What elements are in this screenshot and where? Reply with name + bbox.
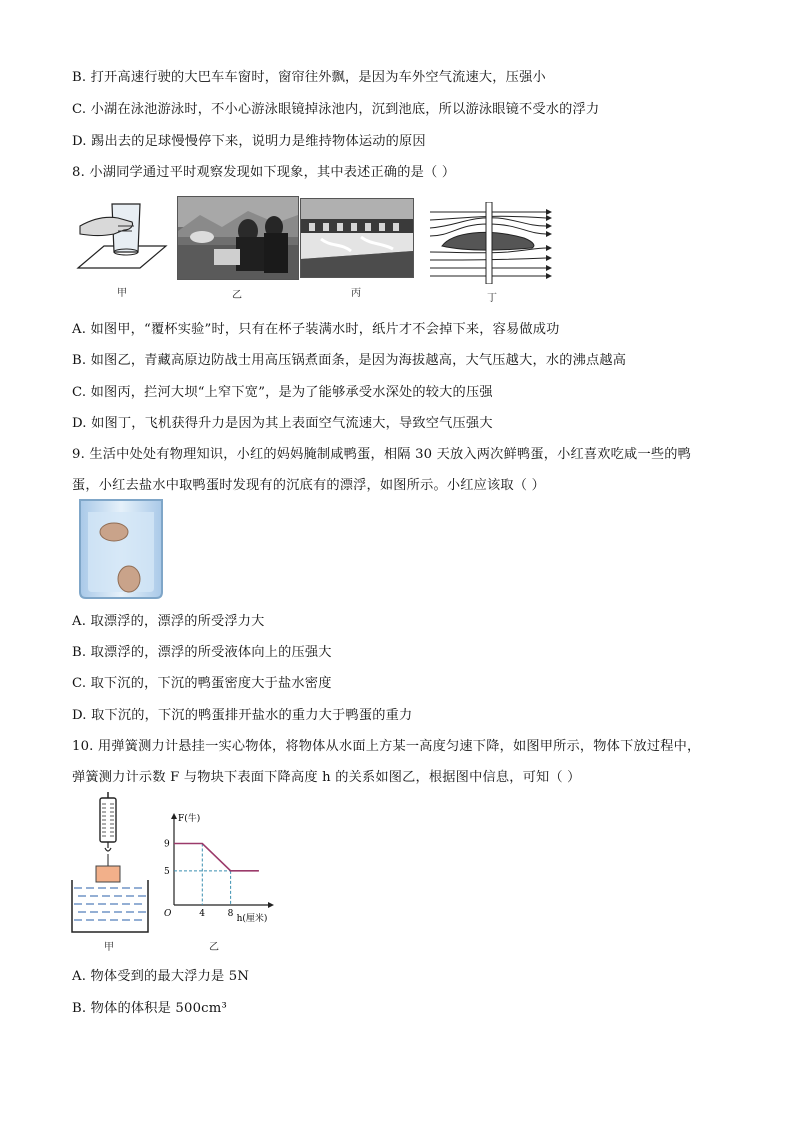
q8-caption-yi: 乙 [232,290,242,301]
q8-option-c: C. 如图丙，拦河大坝“上窄下宽”，是为了能够承受水深处的较大的压强 [72,385,493,400]
floating-egg [100,523,128,541]
sunken-egg [118,566,140,592]
q10-caption-jia: 甲 [104,942,114,953]
q9-option-d: D. 取下沉的，下沉的鸭蛋排开盐水的重力大于鸭蛋的重力 [72,708,413,723]
q8-caption-jia: 甲 [117,288,127,299]
y-axis-label: F(牛) [178,814,201,824]
x-axis-label: h(厘米) [236,914,268,924]
q10-option-b: B. 物体的体积是 500cm³ [72,1001,227,1016]
solid-block [96,866,120,882]
q9-stem-line1: 9. 生活中处处有物理知识，小红的妈妈腌制咸鸭蛋，相隔 30 天放入两次鲜鸭蛋，小红喜欢吃咸一些的鸭 [72,447,691,462]
origin-label: O [164,909,172,919]
y-tick-label-9: 9 [164,839,170,850]
q9-option-b: B. 取漂浮的，漂浮的所受液体向上的压强大 [72,645,332,660]
q8-figure-bing-photo [300,198,414,278]
x-tick-label-4: 4 [199,909,206,919]
q7-option-b: B. 打开高速行驶的大巴车车窗时，窗帘往外飘，是因为车外空气流速大，压强小 [72,70,546,85]
q9-option-a: A. 取漂浮的，漂浮的所受浮力大 [72,614,265,629]
q8-option-d: D. 如图丁，飞机获得升力是因为其上表面空气流速大，导致空气压强大 [72,416,493,431]
q8-figure-yi-photo [177,196,299,280]
q9-stem-line2: 蛋，小红去盐水中取鸭蛋时发现有的沉底有的漂浮，如图所示。小红应该取（ ） [72,478,545,493]
q8-option-b: B. 如图乙，青藏高原边防战士用高压锅煮面条，是因为海拔越高，大气压越大，水的沸点越高 [72,353,627,368]
q8-figure-jia [74,196,170,280]
q7-option-d: D. 踢出去的足球慢慢停下来，说明力是维持物体运动的原因 [72,134,426,149]
q8-figure-ding [428,202,554,284]
support-rod [486,202,492,284]
q9-beaker-figure [78,498,164,600]
f-h-series-line [174,844,259,871]
y-tick-label-5: 5 [164,866,170,877]
q8-caption-bing: 丙 [351,288,361,299]
q8-stem: 8. 小湖同学通过平时观察发现如下现象，其中表述正确的是（ ） [72,165,456,180]
q9-option-c: C. 取下沉的，下沉的鸭蛋密度大于盐水密度 [72,676,332,691]
q7-option-c: C. 小湖在泳池游泳时，不小心游泳眼镜掉泳池内，沉到池底，所以游泳眼镜不受水的浮力 [72,102,600,117]
q8-caption-ding: 丁 [487,293,497,304]
q10-stem-line2: 弹簧测力计示数 F 与物块下表面下降高度 h 的关系如图乙，根据图中信息，可知（ ） [72,770,581,785]
q10-option-a: A. 物体受到的最大浮力是 5N [72,969,250,984]
q10-caption-yi: 乙 [209,942,219,953]
q10-fh-chart [158,808,278,928]
q10-stem-line1: 10. 用弹簧测力计悬挂一实心物体，将物体从水面上方某一高度匀速下降，如图甲所示，物体下放过程中， [72,739,701,754]
q8-option-a: A. 如图甲，“覆杯实验”时，只有在杯子装满水时，纸片才不会掉下来，容易做成功 [72,322,560,337]
x-axis-arrow-icon [268,902,274,908]
x-tick-label-8: 8 [227,909,234,919]
y-axis-arrow-icon [171,813,177,819]
q10-figure-jia [68,792,152,938]
